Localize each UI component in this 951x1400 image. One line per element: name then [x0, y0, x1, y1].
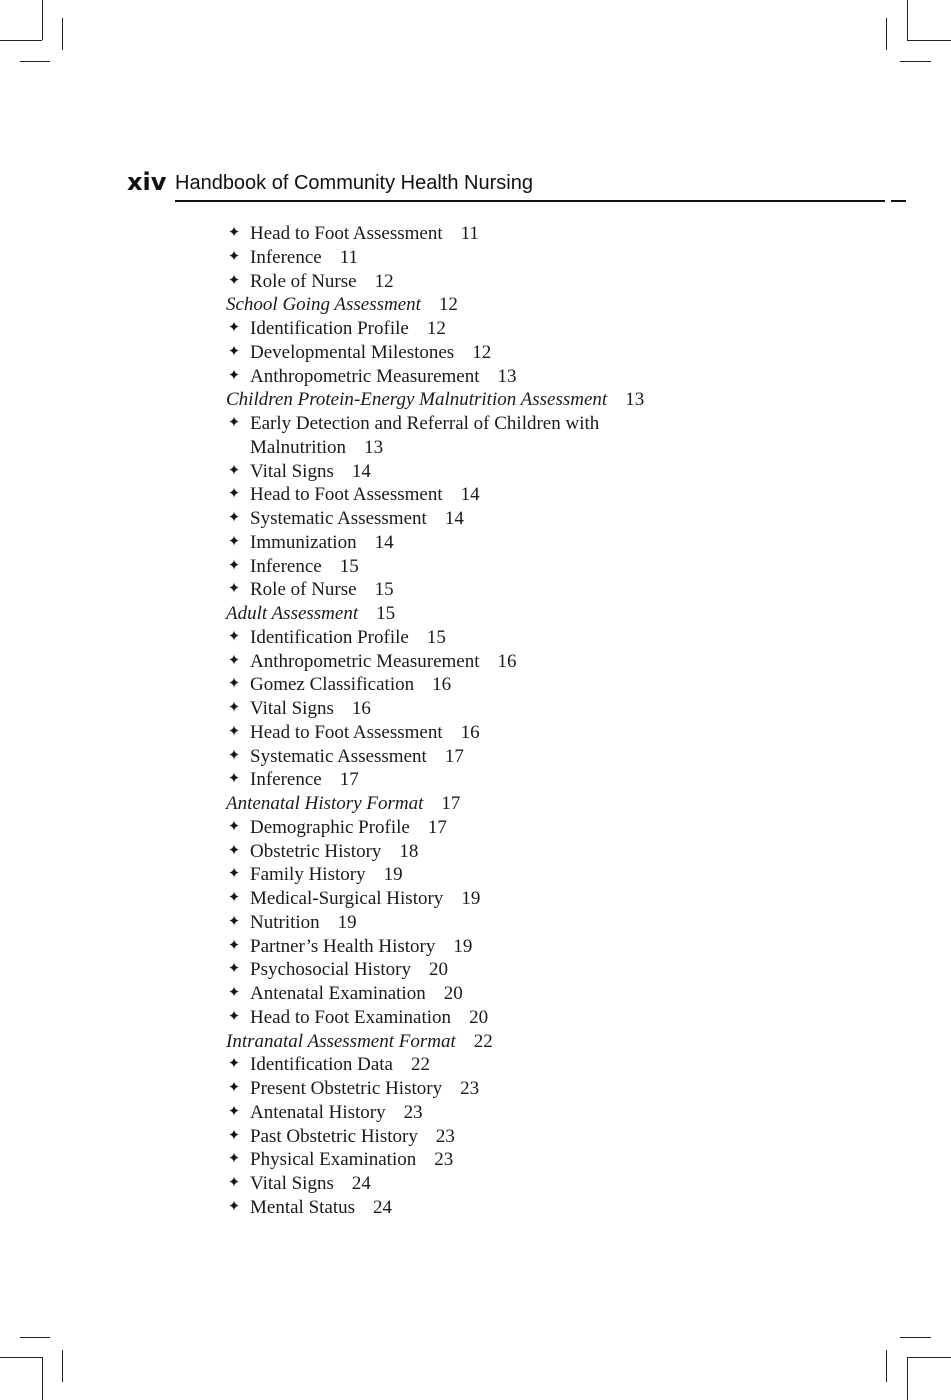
toc-page-number: 13	[625, 389, 645, 411]
toc-entry-title: Mental Status	[250, 1196, 356, 1218]
bullet-star-icon: ✦	[227, 1103, 241, 1120]
toc-entry	[226, 1077, 866, 1101]
crop-mark	[62, 18, 63, 50]
bullet-star-icon: ✦	[227, 842, 241, 859]
bullet-star-icon: ✦	[227, 747, 241, 764]
toc-page-number: 13	[497, 365, 517, 387]
toc-entry	[226, 887, 866, 911]
toc-entry-title: Medical-Surgical History	[250, 888, 444, 909]
toc-entry	[226, 721, 866, 745]
bullet-star-icon: ✦	[227, 486, 241, 503]
toc-entry-title: Children Protein-Energy Malnutrition Assessment	[226, 389, 608, 411]
bullet-star-icon: ✦	[227, 1056, 241, 1073]
toc-page-number: 19	[337, 911, 357, 933]
bullet-star-icon: ✦	[227, 1175, 241, 1191]
page-number: xiv	[127, 168, 167, 196]
toc-section-heading	[226, 388, 866, 412]
toc-entry-title: Obstetric History	[250, 840, 382, 862]
toc-page-number: 16	[497, 650, 517, 672]
bullet-star-icon: ✦	[227, 343, 241, 360]
bullet-star-icon: ✦	[227, 913, 241, 930]
crop-mark	[907, 0, 908, 40]
toc-entry-title: Vital Signs	[250, 1173, 334, 1194]
toc-page-number: 14	[444, 508, 464, 529]
toc-entry-title: Head to Foot Examination	[250, 1006, 452, 1028]
toc-section-heading	[226, 1030, 866, 1054]
toc-entry-title: Inference	[250, 769, 322, 791]
crop-mark	[42, 0, 43, 40]
toc-entry-title: Psychosocial History	[250, 959, 411, 981]
toc-entry-title: Vital Signs	[250, 698, 334, 719]
bullet-star-icon: ✦	[227, 985, 241, 1001]
toc-entry-title: Anthropometric Measurement	[250, 365, 480, 387]
bullet-star-icon: ✦	[227, 1080, 241, 1096]
toc-page-number: 22	[410, 1054, 430, 1076]
toc-entry	[226, 1053, 866, 1077]
toc-page-number: 24	[351, 1173, 371, 1194]
bullet-star-icon: ✦	[227, 272, 241, 289]
contents-list	[226, 222, 866, 1220]
toc-page-number: 20	[443, 983, 463, 1004]
toc-page-number: 11	[339, 246, 359, 268]
toc-page-number: 19	[453, 935, 473, 957]
toc-page-number: 12	[438, 294, 458, 316]
toc-entry	[226, 697, 866, 721]
toc-page-number: 24	[373, 1196, 393, 1218]
toc-page-number: 19	[383, 864, 403, 886]
toc-entry-title: School Going Assessment	[226, 294, 421, 316]
toc-entry-title: Identification Data	[250, 1054, 393, 1076]
crop-mark	[20, 61, 50, 62]
toc-entry	[226, 365, 866, 389]
toc-entry	[226, 935, 866, 959]
crop-mark	[62, 1350, 63, 1382]
toc-entry	[226, 317, 866, 341]
toc-entry-title: Vital Signs	[250, 460, 334, 482]
toc-entry-title: Identification Profile	[250, 626, 409, 648]
toc-entry-title: Role of Nurse	[250, 579, 357, 601]
bullet-star-icon: ✦	[227, 462, 241, 479]
bullet-star-icon: ✦	[227, 890, 241, 906]
bullet-star-icon: ✦	[227, 771, 241, 788]
toc-page-number: 15	[339, 555, 359, 577]
toc-entry-title: Antenatal History	[250, 1101, 386, 1123]
toc-entry-title: Identification Profile	[250, 318, 409, 339]
toc-page-number: 11	[460, 223, 479, 244]
bullet-star-icon: ✦	[227, 557, 241, 574]
bullet-star-icon: ✦	[227, 415, 241, 431]
toc-entry	[226, 1006, 866, 1030]
toc-page-number: 23	[460, 1078, 480, 1099]
toc-entry	[226, 816, 866, 840]
crop-mark	[0, 1357, 42, 1358]
toc-page-number: 15	[374, 579, 394, 601]
toc-page-number: 20	[428, 959, 448, 981]
crop-mark	[907, 1357, 951, 1358]
toc-entry	[226, 958, 866, 982]
toc-entry	[226, 626, 866, 650]
toc-entry	[226, 507, 866, 531]
crop-mark	[0, 40, 42, 41]
toc-page-number: 17	[444, 745, 464, 767]
toc-entry	[226, 412, 866, 436]
bullet-star-icon: ✦	[227, 320, 241, 336]
bullet-star-icon: ✦	[227, 1151, 241, 1168]
crop-mark	[907, 1357, 908, 1400]
crop-mark	[907, 40, 951, 41]
toc-entry-title: Head to Foot Assessment	[250, 721, 443, 743]
toc-entry-title: Inference	[250, 246, 322, 268]
toc-entry-title: Systematic Assessment	[250, 745, 427, 767]
toc-entry-continuation	[226, 436, 866, 460]
toc-page-number: 12	[426, 318, 446, 339]
toc-entry	[226, 460, 866, 484]
book-title: Handbook of Community Health Nursing	[175, 172, 533, 194]
toc-entry	[226, 1125, 866, 1149]
toc-entry	[226, 222, 866, 246]
toc-entry-title: Head to Foot Assessment	[250, 484, 443, 506]
toc-entry	[226, 555, 866, 579]
toc-entry	[226, 341, 866, 365]
toc-section-heading	[226, 792, 866, 816]
crop-mark	[900, 1337, 931, 1338]
toc-entry-title: Immunization	[250, 531, 357, 553]
toc-entry-title: Family History	[250, 864, 366, 886]
bullet-star-icon: ✦	[227, 937, 241, 954]
toc-entry	[226, 745, 866, 769]
toc-page-number: 16	[460, 721, 480, 743]
bullet-star-icon: ✦	[227, 818, 241, 835]
toc-entry-title: Systematic Assessment	[250, 508, 427, 529]
toc-entry-title: Partner’s Health History	[250, 935, 436, 957]
toc-entry-title: Demographic Profile	[250, 816, 410, 838]
crop-mark	[886, 18, 887, 50]
toc-entry	[226, 483, 866, 507]
toc-page-number: 17	[427, 816, 447, 838]
toc-entry-title: Developmental Milestones	[250, 341, 455, 363]
toc-section-heading	[226, 293, 866, 317]
crop-mark	[20, 1337, 50, 1338]
toc-entry	[226, 650, 866, 674]
crop-mark	[886, 1350, 887, 1382]
crop-mark	[42, 1357, 43, 1400]
bullet-star-icon: ✦	[227, 676, 241, 693]
toc-page-number: 17	[441, 793, 461, 814]
toc-entry-title: Early Detection and Referral of Children with	[250, 413, 600, 434]
bullet-star-icon: ✦	[227, 723, 241, 740]
toc-page-number: 23	[435, 1125, 455, 1147]
toc-page-number: 20	[469, 1006, 489, 1028]
toc-page-number: 19	[461, 888, 481, 909]
toc-entry	[226, 863, 866, 887]
bullet-star-icon: ✦	[227, 1198, 241, 1215]
toc-page-number: 16	[351, 698, 371, 719]
toc-page-number: 12	[374, 270, 394, 292]
crop-mark	[900, 61, 931, 62]
toc-entry-title: Anthropometric Measurement	[250, 650, 480, 672]
toc-page-number: 15	[376, 603, 396, 624]
bullet-star-icon: ✦	[227, 1008, 241, 1025]
bullet-star-icon: ✦	[227, 961, 241, 978]
bullet-star-icon: ✦	[227, 700, 241, 716]
toc-page-number: 14	[460, 484, 480, 506]
toc-entry	[226, 270, 866, 294]
bullet-star-icon: ✦	[227, 581, 241, 598]
toc-page-number: 23	[434, 1149, 454, 1171]
toc-entry-title: Antenatal History Format	[226, 793, 424, 814]
toc-entry-title: Adult Assessment	[226, 603, 359, 624]
header-rule	[175, 200, 885, 202]
toc-entry	[226, 768, 866, 792]
toc-entry	[226, 673, 866, 697]
toc-entry	[226, 531, 866, 555]
bullet-star-icon: ✦	[227, 367, 241, 384]
toc-entry-title: Head to Foot Assessment	[250, 223, 443, 244]
toc-entry	[226, 1148, 866, 1172]
toc-page-number: 18	[399, 840, 419, 862]
running-header	[127, 168, 887, 202]
toc-entry-title: Present Obstetric History	[250, 1078, 443, 1099]
bullet-star-icon: ✦	[227, 248, 241, 265]
toc-entry	[226, 1101, 866, 1125]
bullet-star-icon: ✦	[227, 652, 241, 669]
bullet-star-icon: ✦	[227, 628, 241, 645]
bullet-star-icon: ✦	[227, 225, 241, 241]
toc-entry	[226, 578, 866, 602]
toc-page-number: 16	[432, 674, 452, 696]
toc-page-number: 14	[351, 460, 371, 482]
toc-entry-title: Gomez Classification	[250, 674, 415, 696]
toc-entry	[226, 840, 866, 864]
toc-entry-title: Malnutrition	[250, 436, 347, 458]
bullet-star-icon: ✦	[227, 510, 241, 526]
toc-entry	[226, 1172, 866, 1196]
toc-section-heading	[226, 602, 866, 626]
toc-page-number: 12	[472, 341, 492, 363]
bullet-star-icon: ✦	[227, 1127, 241, 1144]
toc-entry	[226, 911, 866, 935]
bullet-star-icon: ✦	[227, 533, 241, 550]
toc-page-number: 17	[339, 769, 359, 791]
toc-entry-title: Physical Examination	[250, 1149, 417, 1171]
toc-page-number: 22	[473, 1030, 493, 1052]
header-rule-end	[891, 200, 906, 202]
toc-entry	[226, 246, 866, 270]
toc-entry-title: Nutrition	[250, 911, 320, 933]
toc-page-number: 23	[403, 1101, 423, 1123]
toc-entry	[226, 982, 866, 1006]
toc-entry-title: Antenatal Examination	[250, 983, 426, 1004]
toc-entry	[226, 1196, 866, 1220]
toc-page-number: 13	[364, 436, 384, 458]
toc-entry-title: Inference	[250, 555, 322, 577]
toc-entry-title: Role of Nurse	[250, 270, 357, 292]
toc-entry-title: Intranatal Assessment Format	[226, 1030, 456, 1052]
bullet-star-icon: ✦	[227, 866, 241, 883]
toc-page-number: 14	[374, 531, 394, 553]
toc-entry-title: Past Obstetric History	[250, 1125, 418, 1147]
toc-page-number: 15	[426, 626, 446, 648]
